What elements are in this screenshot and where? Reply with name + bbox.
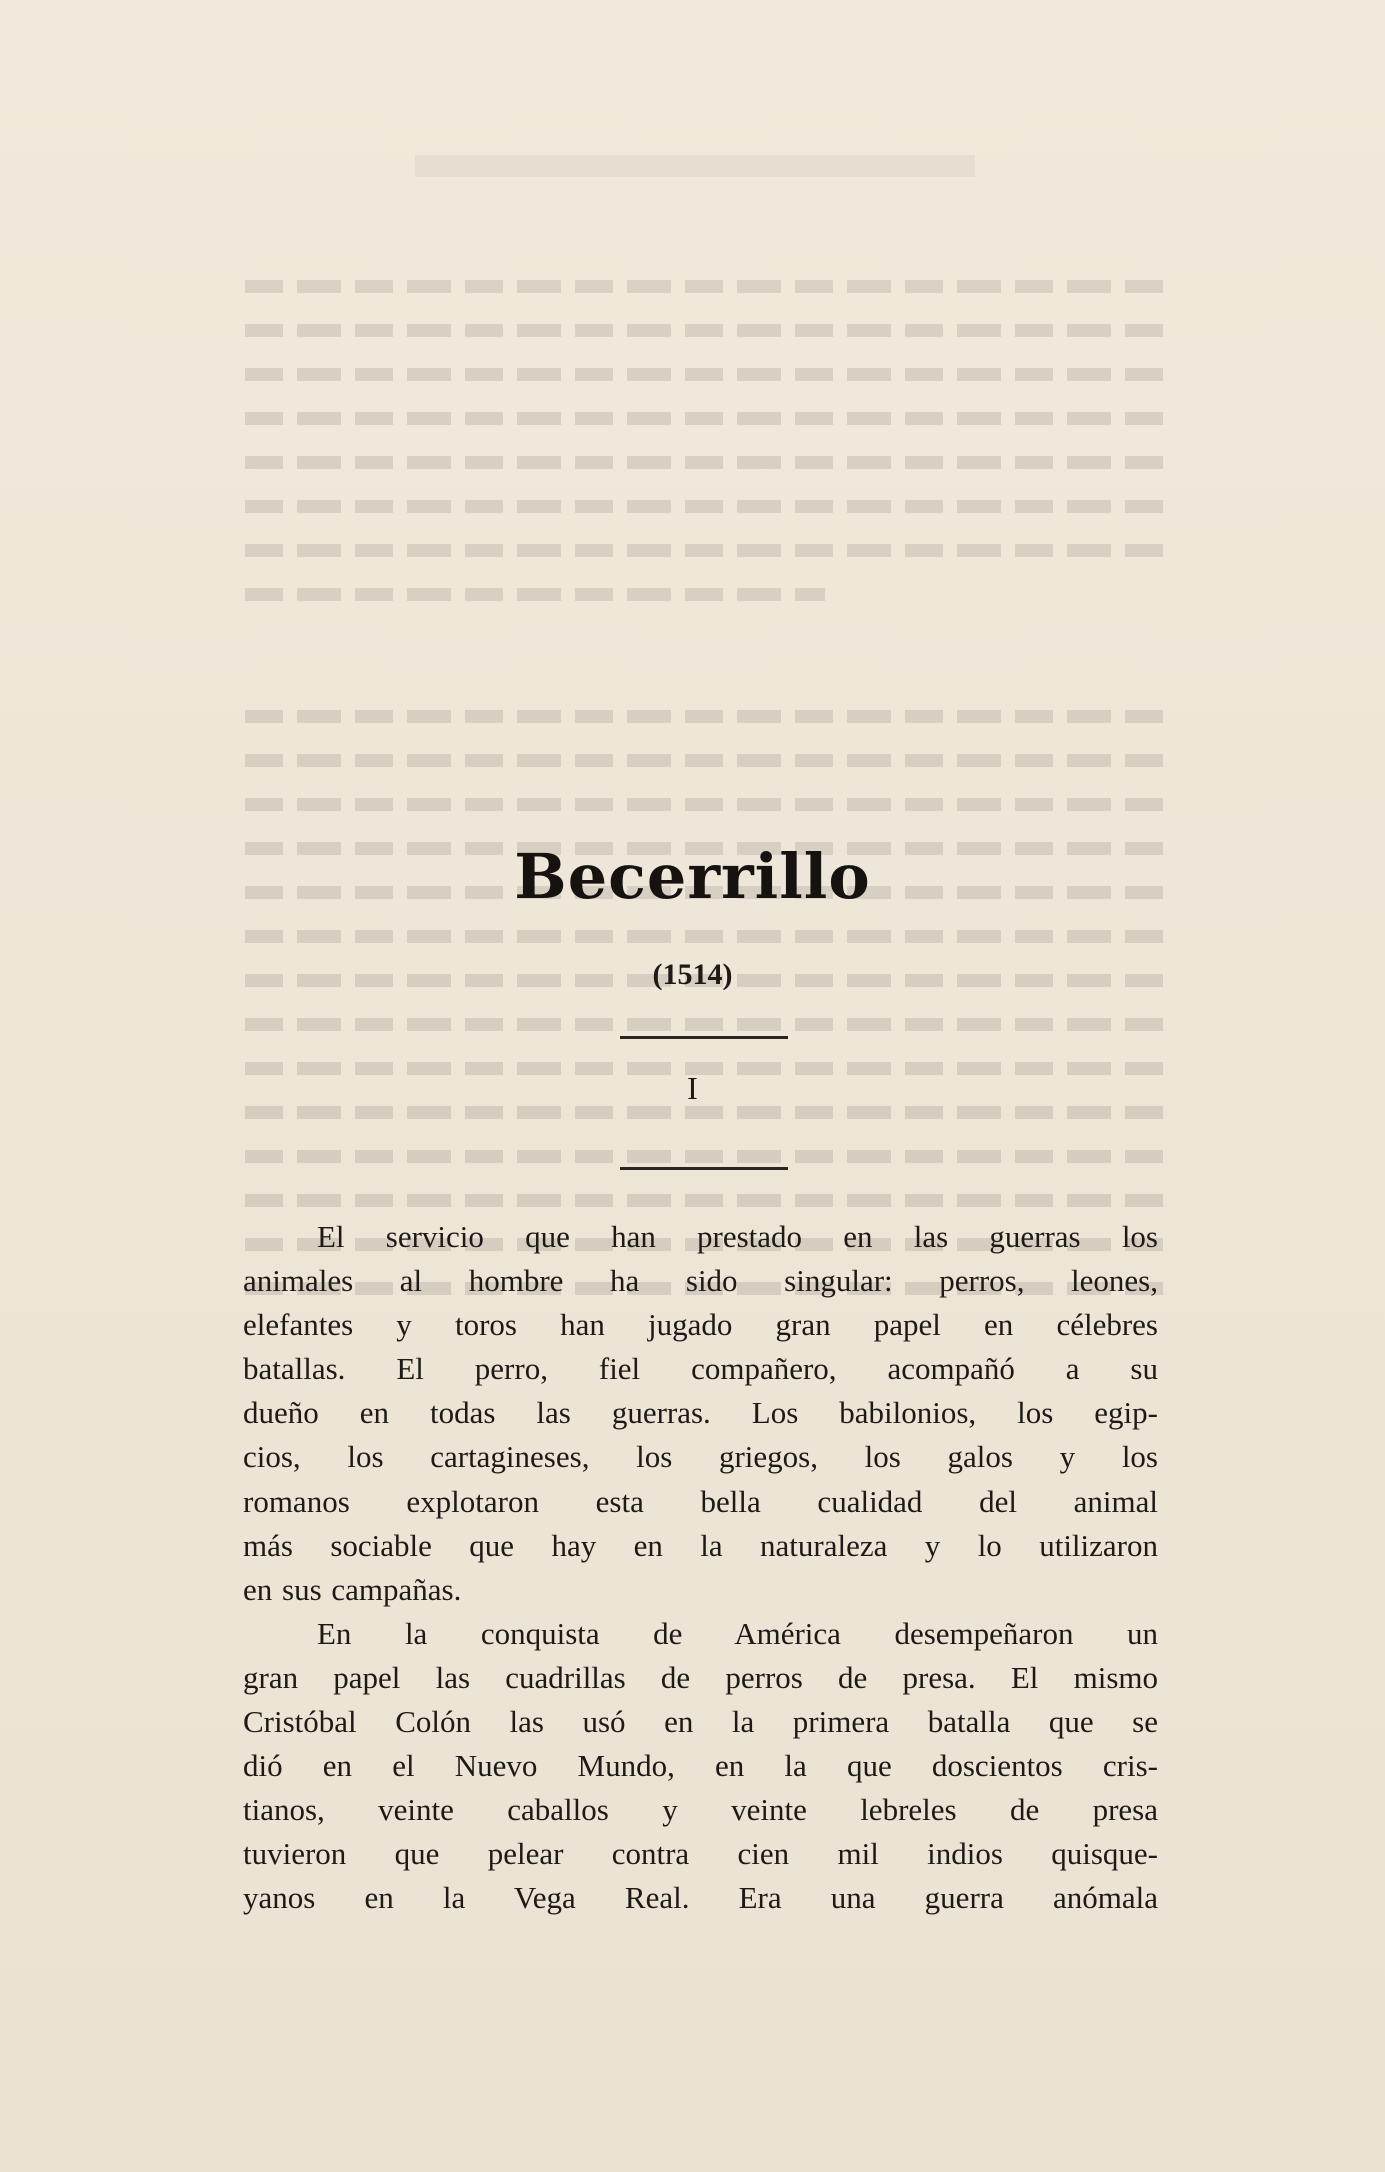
bleed-line (245, 324, 1165, 337)
bleed-line (245, 280, 1165, 293)
divider-rule (620, 1036, 788, 1039)
bleed-line (245, 798, 1165, 811)
text-line: dió en el Nuevo Mundo, en la que doscientos cris- (243, 1748, 1158, 1784)
bleed-line (245, 1018, 1165, 1031)
text-line: tianos, veinte caballos y veinte lebreles de presa (243, 1792, 1158, 1828)
text-line: dueño en todas las guerras. Los babilonios, los egip- (243, 1395, 1158, 1431)
bleed-line (245, 368, 1165, 381)
bleed-line (245, 1150, 1165, 1163)
text-line: Cristóbal Colón las usó en la primera batalla que se (243, 1704, 1158, 1740)
text-line: más sociable que hay en la naturaleza y lo utilizaron (243, 1527, 1158, 1563)
bleed-line (245, 544, 1165, 557)
bleed-line (245, 754, 1165, 767)
text-line: elefantes y toros han jugado gran papel en célebres (243, 1307, 1158, 1343)
bleed-header (415, 155, 975, 177)
text-line: cios, los cartagineses, los griegos, los galos y los (243, 1439, 1158, 1475)
bleed-line (245, 1194, 1165, 1207)
text-line: El servicio que han prestado en las guerras los (317, 1219, 1158, 1254)
bleed-line (245, 930, 1165, 943)
bleed-line (245, 710, 1165, 723)
text-line: en sus campañas. (243, 1571, 462, 1607)
text-line: gran papel las cuadrillas de perros de presa. El mismo (243, 1659, 1158, 1695)
divider-rule (620, 1167, 788, 1170)
chapter-title: Becerrillo (514, 840, 871, 913)
text-line: tuvieron que pelear contra cien mil indios quisque- (243, 1836, 1158, 1872)
chapter-year: (1514) (652, 958, 733, 991)
text-line: yanos en la Vega Real. Era una guerra anómala (243, 1880, 1158, 1916)
bleed-line (245, 1106, 1165, 1119)
section-number: I (687, 1070, 698, 1106)
text-line: animales al hombre ha sido singular: perros, leones, (243, 1263, 1158, 1299)
body-text (243, 1215, 1158, 1921)
text-line: batallas. El perro, fiel compañero, acompañó a su (243, 1351, 1158, 1387)
bleed-line (245, 412, 1165, 425)
bleed-line (245, 456, 1165, 469)
text-line: En la conquista de América desempeñaron un (317, 1615, 1158, 1651)
text-line: romanos explotaron esta bella cualidad del animal (243, 1483, 1158, 1519)
bleed-line (245, 500, 1165, 513)
bleed-line (245, 588, 825, 601)
